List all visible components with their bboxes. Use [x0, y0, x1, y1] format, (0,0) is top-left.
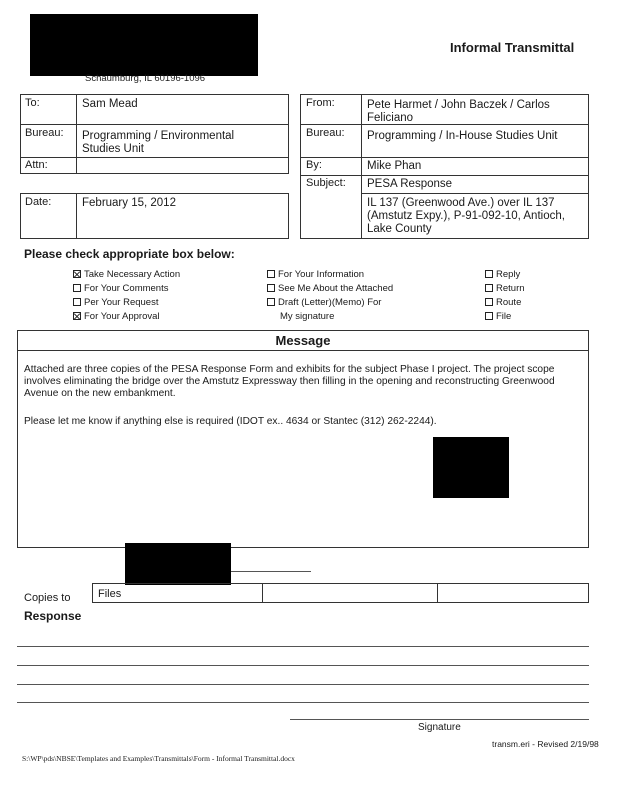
response-line-1: [17, 646, 589, 647]
to-label: To:: [25, 97, 40, 109]
checkbox-route[interactable]: Route: [485, 297, 521, 308]
date-label: Date:: [25, 196, 52, 208]
subject-detail: IL 137 (Greenwood Ave.) over IL 137 (Amstutz Expy.), P-91-092-10, Antioch, Lake County: [367, 197, 565, 235]
checkbox-empty-icon: [267, 298, 275, 306]
copies-cell-1: Files: [98, 588, 122, 600]
checkbox-empty-icon: [485, 298, 493, 306]
response-line-3: [17, 684, 589, 685]
copies-table: [92, 583, 589, 603]
checkbox-empty-icon: [73, 298, 81, 306]
bureau-value-right: Programming / In-House Studies Unit: [367, 130, 558, 142]
redacted-logo-block: [30, 14, 258, 76]
message-paragraph-1: Attached are three copies of the PESA Response Form and exhibits for the subject Phase I project. The project scope involves eliminating the bridge over the Amstutz Expressway then filling in the opening and reconstructing Greenwood Avenue on the new embankment.: [24, 364, 555, 399]
signature-line: [290, 719, 589, 720]
checkbox-for-your-information[interactable]: For Your Information: [267, 269, 364, 280]
checkbox-draft-letter-memo[interactable]: Draft (Letter)(Memo) For: [267, 297, 381, 308]
from-value: Pete Harmet / John Baczek / Carlos Feliciano: [367, 99, 550, 124]
checkbox-empty-icon: [73, 284, 81, 292]
checkbox-see-me-about-attached[interactable]: See Me About the Attached: [267, 283, 393, 294]
checkbox-empty-icon: [267, 270, 275, 278]
signature-label: Signature: [418, 722, 461, 733]
subject-value: PESA Response: [367, 178, 453, 190]
response-line-4: [17, 702, 589, 703]
response-label: Response: [24, 609, 82, 623]
file-path: S:\WP\pds\NBSE\Templates and Examples\Transmittals\Form - Informal Transmittal.docx: [22, 754, 295, 763]
checkbox-empty-icon: [267, 284, 275, 292]
checkbox-return[interactable]: Return: [485, 283, 525, 294]
checkbox-per-your-request[interactable]: Per Your Request: [73, 297, 158, 308]
bureau-label-right: Bureau:: [306, 127, 345, 139]
header-address: Schaumburg, IL 60196-1096: [85, 73, 206, 84]
checkbox-empty-icon: [485, 284, 493, 292]
page-title: Informal Transmittal: [450, 40, 575, 55]
checkbox-checked-icon: [73, 312, 81, 320]
from-label: From:: [306, 97, 335, 109]
checkbox-empty-icon: [485, 312, 493, 320]
checkbox-take-necessary-action[interactable]: Take Necessary Action: [73, 269, 180, 280]
by-label: By:: [306, 159, 322, 171]
redacted-name-block: [125, 543, 231, 585]
response-line-2: [17, 665, 589, 666]
checkbox-reply[interactable]: Reply: [485, 269, 520, 280]
message-paragraph-2: Please let me know if anything else is required (IDOT ex.. 4634 or Stantec (312) 262-2244).: [24, 416, 437, 427]
to-value: Sam Mead: [82, 98, 138, 110]
bureau-value-left: Programming / Environmental Studies Unit: [82, 130, 235, 155]
message-title: Message: [275, 333, 331, 348]
revision-note: transm.eri - Revised 2/19/98: [492, 739, 599, 749]
checkbox-for-your-approval[interactable]: For Your Approval: [73, 311, 160, 322]
checkbox-for-your-comments[interactable]: For Your Comments: [73, 283, 168, 294]
checkbox-file[interactable]: File: [485, 311, 511, 322]
by-value: Mike Phan: [367, 160, 422, 172]
redacted-signature-block: [433, 437, 509, 498]
attn-label: Attn:: [25, 159, 48, 171]
copies-label: Copies to: [24, 592, 71, 604]
bureau-label-left: Bureau:: [25, 127, 64, 139]
date-value: February 15, 2012: [82, 197, 176, 209]
my-signature-text: My signature: [280, 311, 335, 322]
checkbox-empty-icon: [485, 270, 493, 278]
checkbox-checked-icon: [73, 270, 81, 278]
subject-label: Subject:: [306, 177, 346, 189]
checkbox-heading: Please check appropriate box below:: [24, 247, 235, 261]
